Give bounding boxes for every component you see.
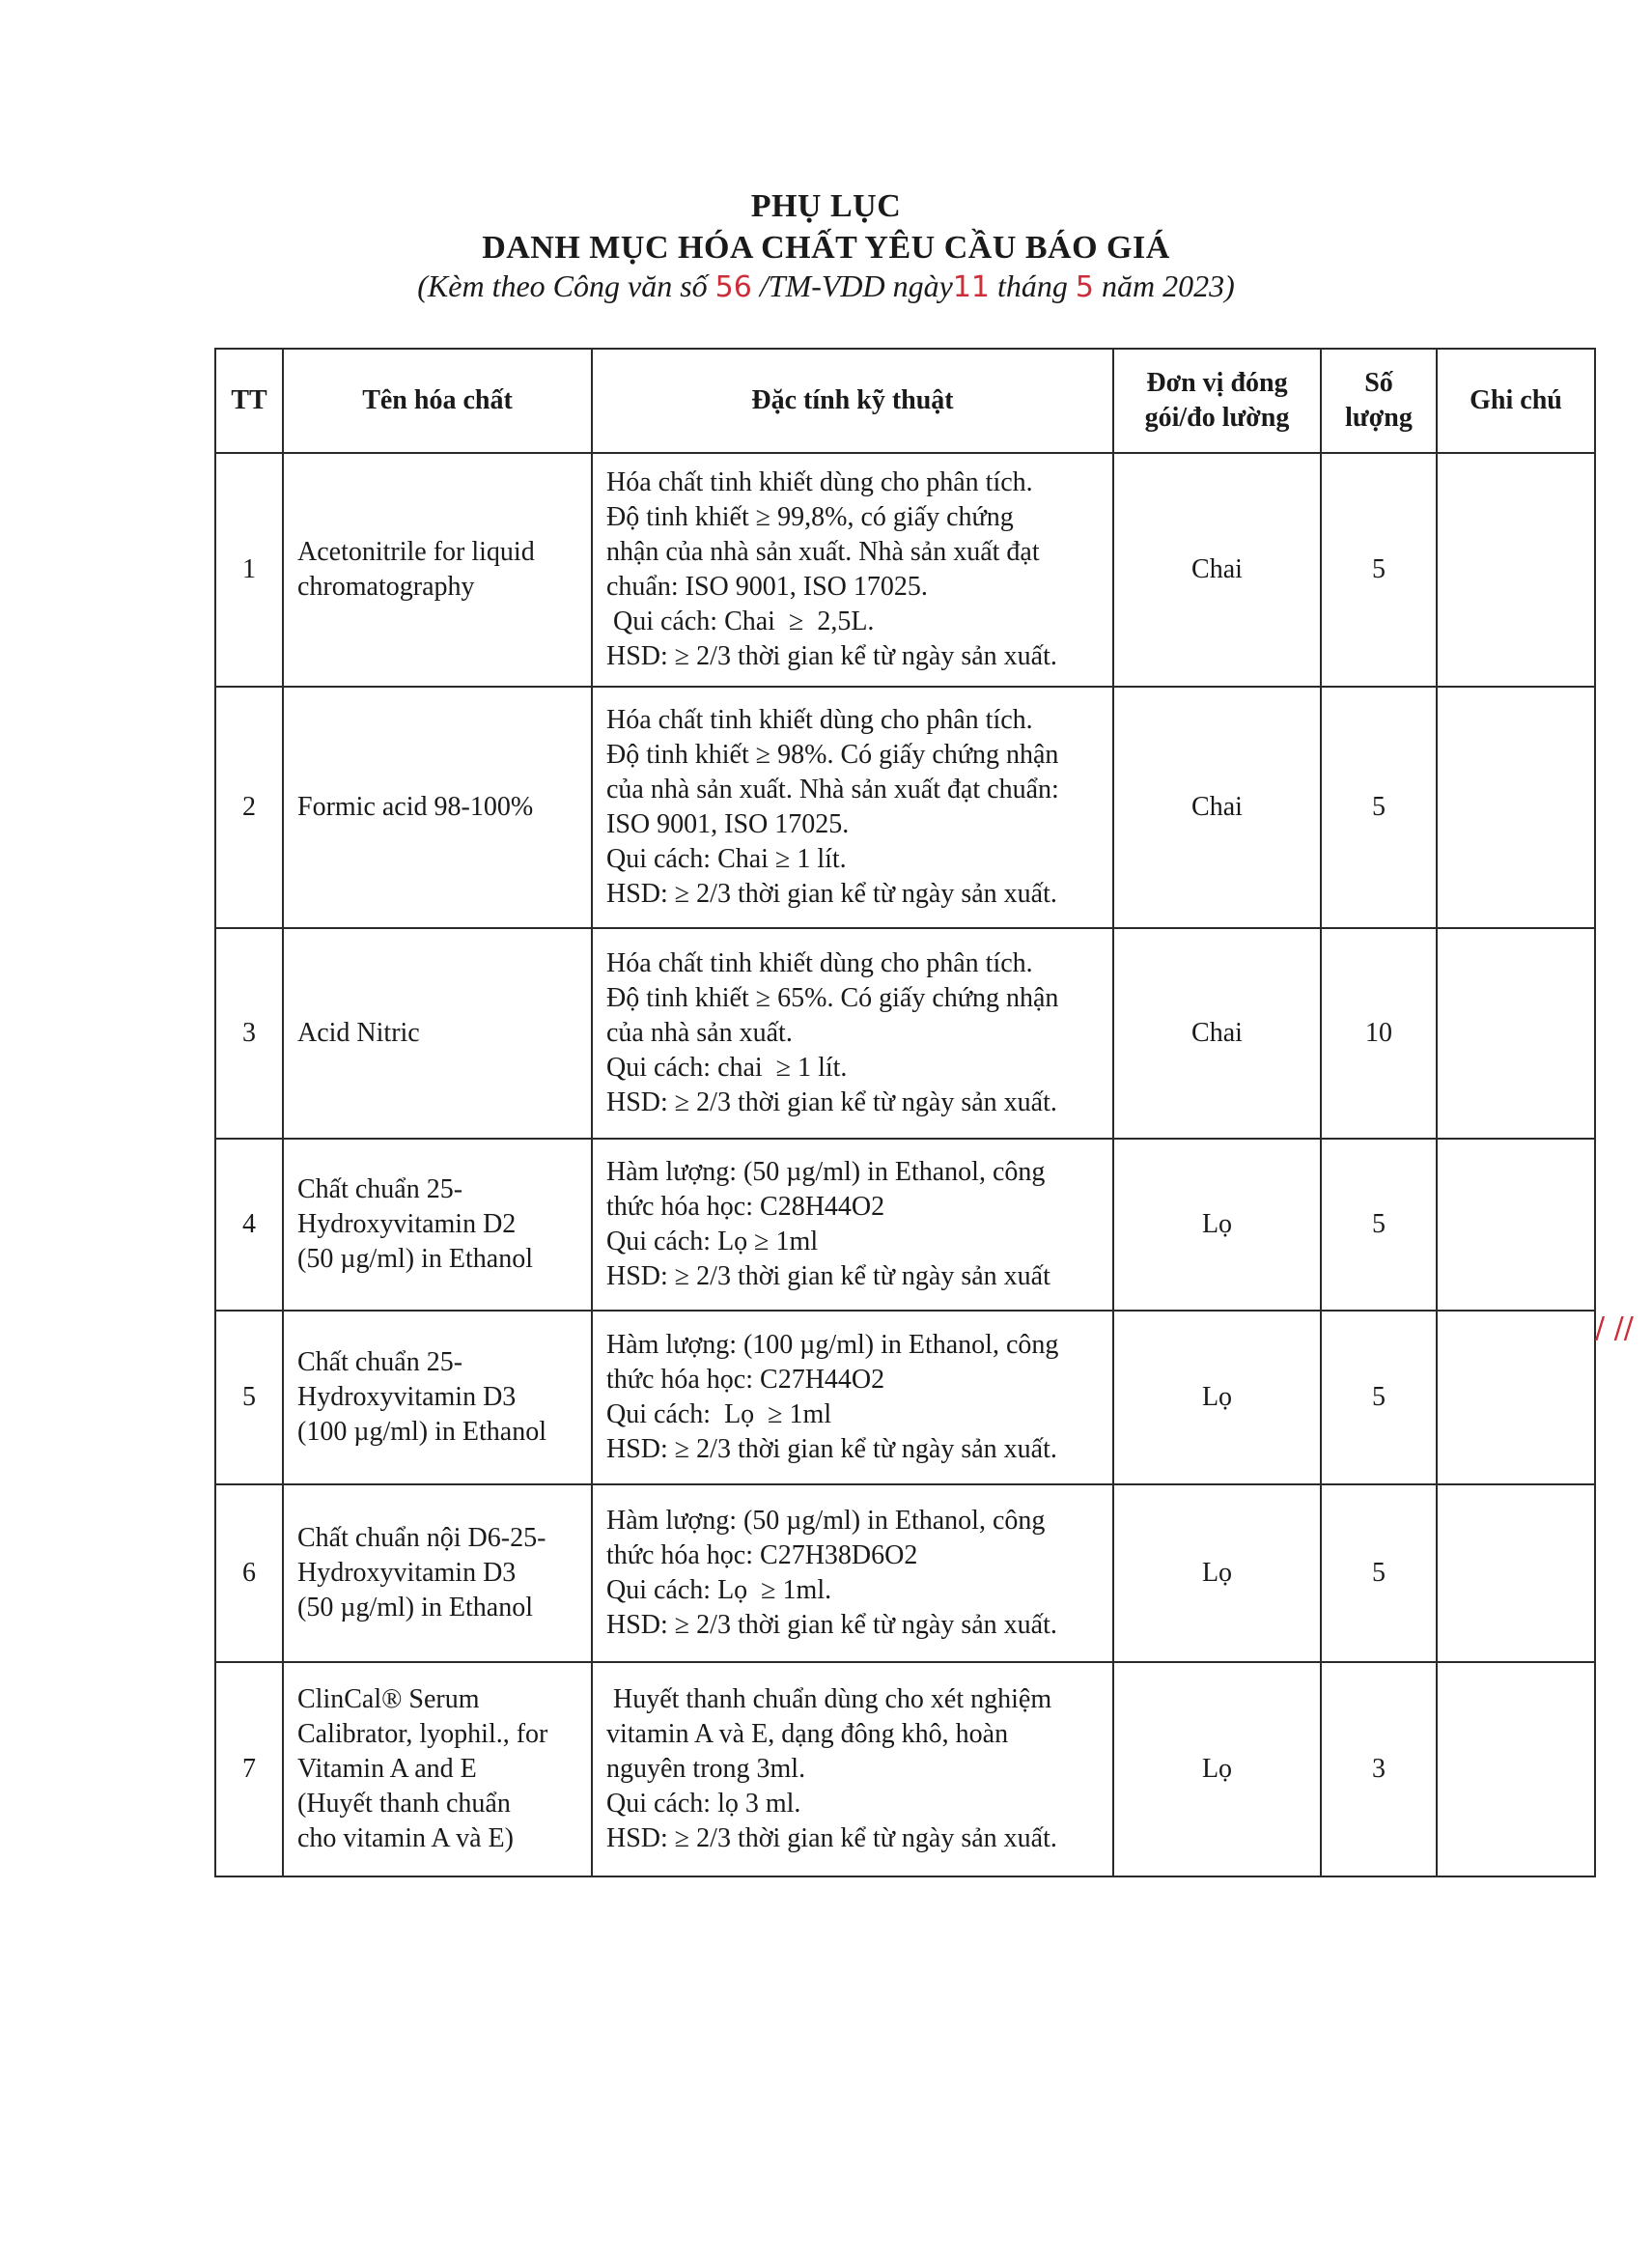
name-line: (50 µg/ml) in Ethanol [297, 1244, 533, 1274]
col-header-unit-line2: gói/đo lường [1144, 403, 1290, 433]
col-header-tt: TT [215, 349, 283, 453]
cell-note [1437, 1311, 1595, 1484]
name-line: (Huyết thanh chuẩn [297, 1789, 511, 1819]
table-row [215, 928, 1595, 1139]
cell-name [283, 1662, 592, 1876]
subtitle-suffix: năm 2023) [1093, 268, 1235, 303]
name-line: Vitamin A and E [297, 1754, 477, 1784]
cell-spec [592, 1484, 1113, 1662]
cell-note [1437, 928, 1595, 1139]
handwritten-doc-number: 56 [714, 270, 752, 304]
spec-line: HSD: ≥ 2/3 thời gian kể từ ngày sản xuất. [606, 1610, 1057, 1640]
name-line: Acid Nitric [297, 1018, 420, 1048]
subtitle-mid-2: tháng [990, 268, 1076, 303]
cell-name [283, 1311, 592, 1484]
spec-line: HSD: ≥ 2/3 thời gian kể từ ngày sản xuất. [606, 1087, 1057, 1117]
name-line: Formic acid 98-100% [297, 792, 534, 822]
cell-tt: 2 [215, 687, 283, 928]
spec-line: của nhà sản xuất. Nhà sản xuất đạt chuẩn: [606, 775, 1059, 804]
spec-line: nhận của nhà sản xuất. Nhà sản xuất đạt [606, 537, 1040, 567]
spec-line: Hóa chất tinh khiết dùng cho phân tích. [606, 705, 1033, 735]
cell-unit: Lọ [1113, 1139, 1321, 1311]
name-line: Chất chuẩn 25- [297, 1347, 463, 1377]
name-line: Acetonitrile for liquid [297, 537, 535, 567]
name-line: (50 µg/ml) in Ethanol [297, 1593, 533, 1622]
col-header-qty-line2: lượng [1345, 403, 1413, 433]
cell-tt: 6 [215, 1484, 283, 1662]
spec-line: Hóa chất tinh khiết dùng cho phân tích. [606, 467, 1033, 497]
cell-note [1437, 1139, 1595, 1311]
cell-note [1437, 1484, 1595, 1662]
cell-spec [592, 1139, 1113, 1311]
spec-line: Hóa chất tinh khiết dùng cho phân tích. [606, 948, 1033, 978]
cell-qty: 5 [1321, 1311, 1437, 1484]
cell-spec [592, 928, 1113, 1139]
cell-qty: 5 [1321, 453, 1437, 687]
cell-name [283, 687, 592, 928]
cell-tt: 3 [215, 928, 283, 1139]
appendix-title: PHỤ LỤC [750, 188, 902, 224]
cell-qty: 5 [1321, 1484, 1437, 1662]
spec-line: vitamin A và E, dạng đông khô, hoàn [606, 1719, 1009, 1749]
spec-line: HSD: ≥ 2/3 thời gian kể từ ngày sản xuất. [606, 879, 1057, 909]
cell-unit: Chai [1113, 928, 1321, 1139]
spec-line: HSD: ≥ 2/3 thời gian kể từ ngày sản xuất. [606, 1434, 1057, 1464]
cell-note [1437, 453, 1595, 687]
table-body [215, 453, 1595, 1876]
cell-qty: 5 [1321, 1139, 1437, 1311]
col-header-spec: Đặc tính kỹ thuật [592, 349, 1113, 453]
spec-line: Qui cách: Lọ ≥ 1ml. [606, 1575, 832, 1605]
spec-line: Hàm lượng: (50 µg/ml) in Ethanol, công [606, 1157, 1046, 1187]
col-header-unit [1113, 349, 1321, 453]
col-header-note: Ghi chú [1437, 349, 1595, 453]
spec-line: HSD: ≥ 2/3 thời gian kể từ ngày sản xuất [606, 1261, 1050, 1291]
table-row [215, 1662, 1595, 1876]
cell-qty: 5 [1321, 687, 1437, 928]
cell-spec [592, 687, 1113, 928]
handwritten-day: 11 [952, 270, 990, 304]
name-line: chromatography [297, 572, 475, 602]
spec-line: Huyết thanh chuẩn dùng cho xét nghiệm [606, 1684, 1052, 1714]
table-row [215, 687, 1595, 928]
cell-spec [592, 1662, 1113, 1876]
spec-line: thức hóa học: C27H38D6O2 [606, 1540, 918, 1570]
table-row [215, 453, 1595, 687]
cell-unit: Chai [1113, 687, 1321, 928]
cell-name [283, 1484, 592, 1662]
name-line: Chất chuẩn nội D6-25- [297, 1523, 546, 1553]
handwritten-month: 5 [1075, 270, 1094, 304]
cell-note [1437, 687, 1595, 928]
spec-line: thức hóa học: C27H44O2 [606, 1365, 885, 1395]
spec-line: Hàm lượng: (100 µg/ml) in Ethanol, công [606, 1330, 1059, 1360]
spec-line: Qui cách: chai ≥ 1 lít. [606, 1053, 848, 1083]
col-header-qty [1321, 349, 1437, 453]
spec-line: chuẩn: ISO 9001, ISO 17025. [606, 572, 928, 602]
col-header-unit-line1: Đơn vị đóng [1146, 368, 1288, 398]
name-line: (100 µg/ml) in Ethanol [297, 1417, 546, 1447]
name-line: ClinCal® Serum [297, 1684, 480, 1714]
col-header-qty-line1: Số [1364, 368, 1393, 398]
table-header-row [215, 349, 1595, 453]
spec-line: Độ tinh khiết ≥ 99,8%, có giấy chứng [606, 502, 1014, 532]
document-subtitle [0, 268, 1652, 304]
subtitle-prefix: (Kèm theo Công văn số [417, 268, 715, 303]
cell-qty: 10 [1321, 928, 1437, 1139]
document-title: DANH MỤC HÓA CHẤT YÊU CẦU BÁO GIÁ [482, 230, 1170, 266]
name-line: Chất chuẩn 25- [297, 1174, 463, 1204]
table-row [215, 1139, 1595, 1311]
spec-line: Hàm lượng: (50 µg/ml) in Ethanol, công [606, 1506, 1046, 1536]
cell-unit: Chai [1113, 453, 1321, 687]
table-row [215, 1484, 1595, 1662]
spec-line: Qui cách: Lọ ≥ 1ml [606, 1399, 832, 1429]
spec-line: HSD: ≥ 2/3 thời gian kể từ ngày sản xuất. [606, 641, 1057, 671]
spec-line: Qui cách: Chai ≥ 2,5L. [606, 607, 875, 636]
cell-note [1437, 1662, 1595, 1876]
spec-line: Qui cách: Lọ ≥ 1ml [606, 1227, 819, 1256]
name-line: Calibrator, lyophil., for [297, 1719, 548, 1749]
cell-unit: Lọ [1113, 1311, 1321, 1484]
cell-name [283, 928, 592, 1139]
name-line: Hydroxyvitamin D3 [297, 1382, 517, 1412]
name-line: Hydroxyvitamin D2 [297, 1209, 517, 1239]
name-line: Hydroxyvitamin D3 [297, 1558, 517, 1588]
spec-line: Độ tinh khiết ≥ 98%. Có giấy chứng nhận [606, 740, 1059, 770]
cell-tt: 7 [215, 1662, 283, 1876]
spec-line: Qui cách: lọ 3 ml. [606, 1789, 801, 1819]
spec-line: của nhà sản xuất. [606, 1018, 793, 1048]
cell-spec [592, 1311, 1113, 1484]
subtitle-mid-1: /TM-VDD ngày [751, 268, 953, 303]
margin-mark: / // [1595, 1312, 1634, 1345]
cell-qty: 3 [1321, 1662, 1437, 1876]
cell-tt: 4 [215, 1139, 283, 1311]
cell-tt: 5 [215, 1311, 283, 1484]
spec-line: thức hóa học: C28H44O2 [606, 1192, 885, 1222]
spec-line: HSD: ≥ 2/3 thời gian kể từ ngày sản xuất. [606, 1823, 1057, 1853]
spec-line: Qui cách: Chai ≥ 1 lít. [606, 844, 847, 874]
spec-line: ISO 9001, ISO 17025. [606, 809, 850, 839]
cell-name [283, 453, 592, 687]
table-row [215, 1311, 1595, 1484]
cell-tt: 1 [215, 453, 283, 687]
spec-line: Độ tinh khiết ≥ 65%. Có giấy chứng nhận [606, 983, 1059, 1013]
col-header-name: Tên hóa chất [283, 349, 592, 453]
cell-unit: Lọ [1113, 1484, 1321, 1662]
cell-unit: Lọ [1113, 1662, 1321, 1876]
chemical-list-table [214, 348, 1596, 1877]
spec-line: nguyên trong 3ml. [606, 1754, 806, 1784]
cell-spec [592, 453, 1113, 687]
name-line: cho vitamin A và E) [297, 1823, 514, 1853]
cell-name [283, 1139, 592, 1311]
